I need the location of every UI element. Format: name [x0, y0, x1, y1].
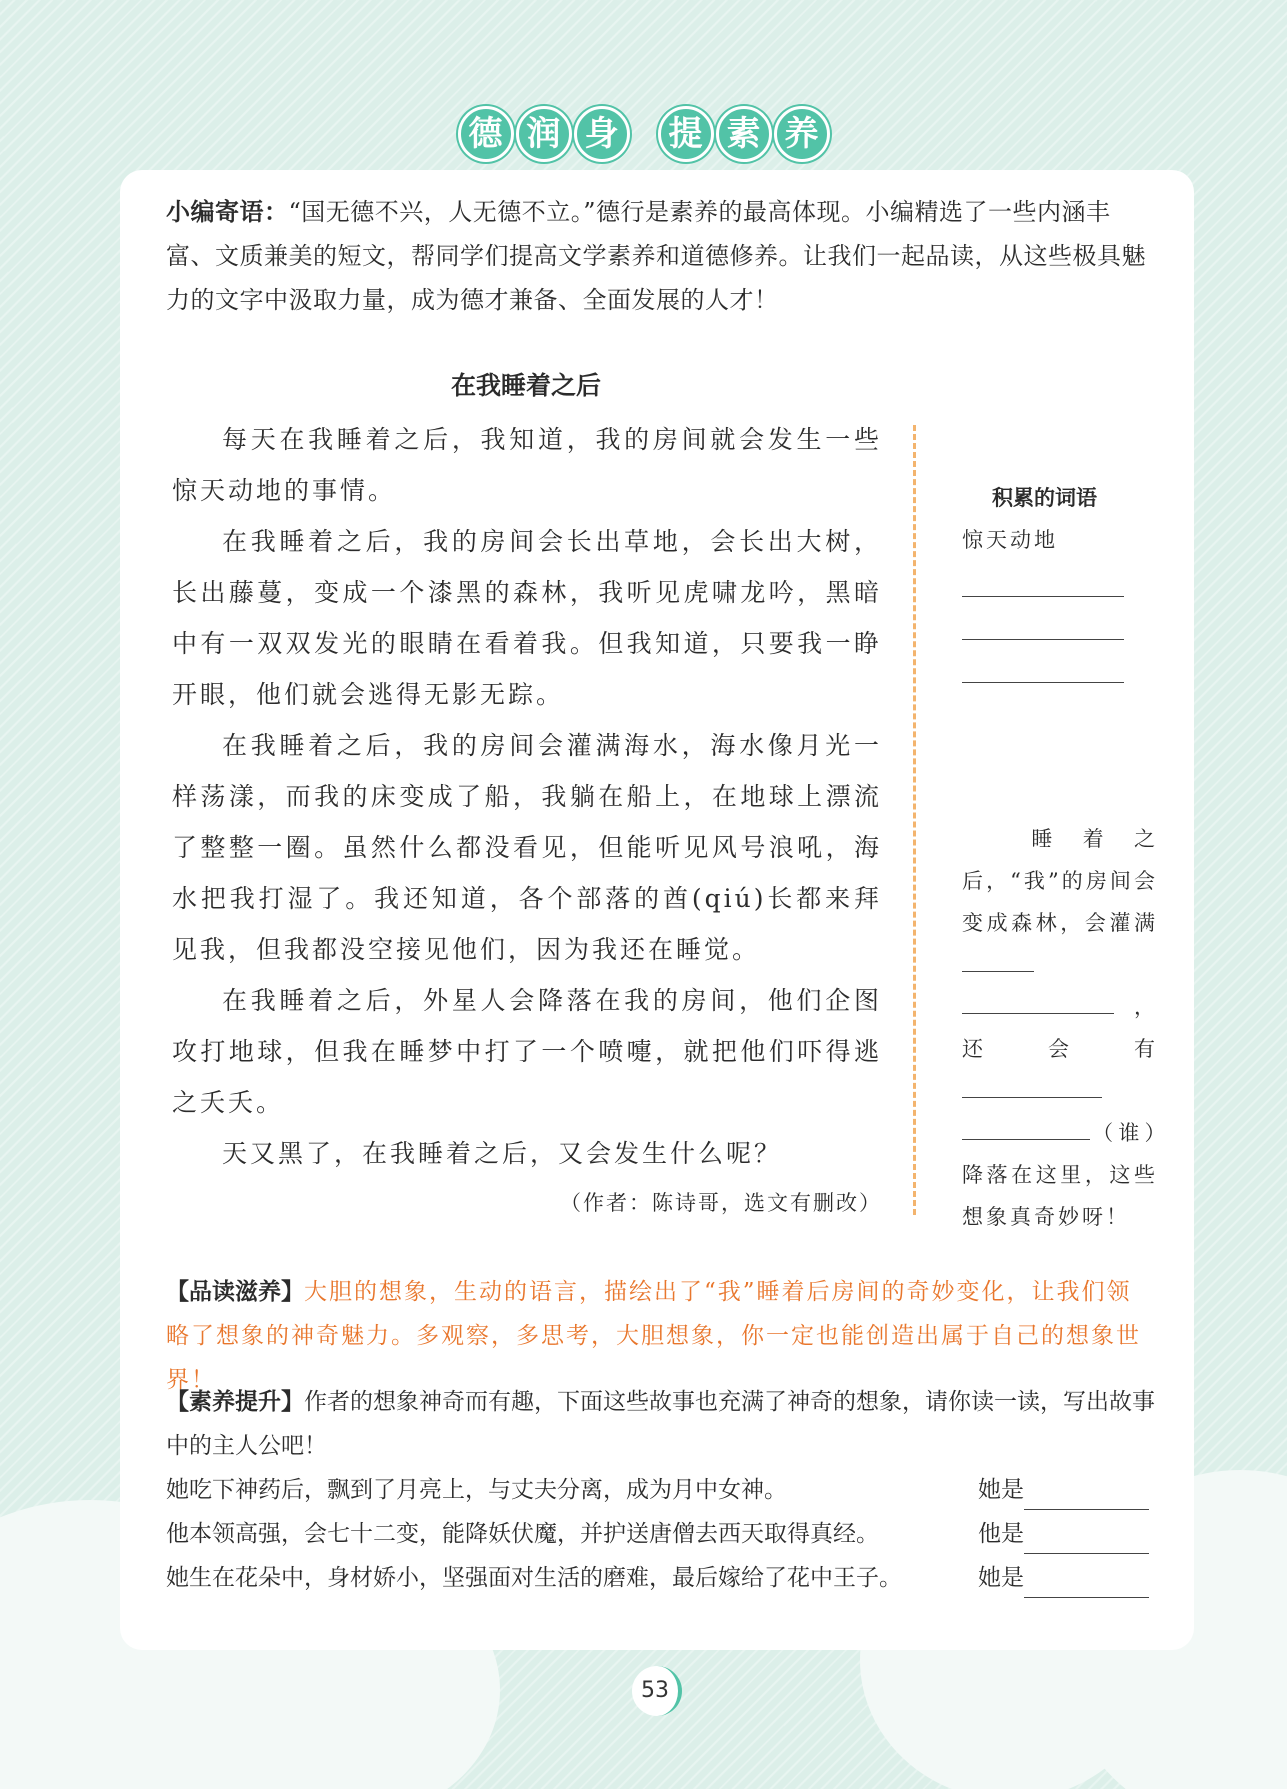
vocab-word: 惊天动地	[962, 528, 1058, 552]
header-group-literacy	[658, 106, 830, 162]
answer-blank[interactable]	[1024, 1484, 1149, 1510]
essay-body	[172, 414, 882, 1179]
vocab-blank[interactable]	[962, 682, 1124, 683]
sidebar-tip	[962, 818, 1158, 1238]
literacy-task-tag: 【素养提升】	[166, 1389, 304, 1415]
sidebar-tip-text: ，还会有	[962, 995, 1158, 1061]
answer-blank[interactable]	[1024, 1572, 1149, 1598]
essay-paragraph: 在我睡着之后，外星人会降落在我的房间，他们企图攻打地球，但我在睡梦中打了一个喷嚏，就把他们吓得逃之夭夭。	[172, 986, 882, 1117]
literacy-task	[166, 1380, 1156, 1468]
reading-appreciation-text: 大胆的想象，生动的语言，描绘出了“我”睡着后房间的奇妙变化，让我们领略了想象的神奇魅力。多观察，多思考，大胆想象，你一定也能创造出属于自己的想象世界！	[166, 1279, 1141, 1393]
dashed-divider	[913, 425, 916, 1215]
header-group-virtue	[458, 106, 630, 162]
answer-blank[interactable]	[1024, 1528, 1149, 1554]
header-char: 提	[658, 106, 714, 162]
answer-slot	[978, 1470, 1149, 1510]
editor-note-label: 小编寄语：	[166, 198, 289, 226]
literacy-task-text: 作者的想象神奇而有趣，下面这些故事也充满了神奇的想象，请你读一读，写出故事中的主人公吧！	[166, 1389, 1155, 1459]
essay-paragraph: 在我睡着之后，我的房间会灌满海水，海水像月光一样荡漾，而我的床变成了船，我躺在船上，在地球上漂流了整整一圈。虽然什么都没看见，但能听见风号浪吼，海水把我打湿了。我还知道，各个部落的酋(qiú)长都来拜见我，但我都没空接见他们，因为我还在睡觉。	[172, 731, 882, 964]
question-text: 她生在花朵中，身材娇小，坚强面对生活的磨难，最后嫁给了花中王子。	[166, 1565, 902, 1591]
vocab-blank[interactable]	[962, 596, 1124, 597]
question-text: 她吃下神药后，飘到了月亮上，与丈夫分离，成为月中女神。	[166, 1477, 787, 1503]
editor-note-text: “国无德不兴，人无德不立。”德行是素养的最高体现。小编精选了一些内涵丰富、文质兼美的短文，帮同学们提高文学素养和道德修养。让我们一起品读，从这些极具魅力的文字中汲取力量，成为德才兼备、全面发展的人才！	[166, 198, 1146, 314]
sidebar-blank[interactable]	[962, 948, 1034, 972]
answer-slot	[978, 1558, 1149, 1598]
answer-label: 她是	[978, 1565, 1024, 1591]
essay-paragraph: 在我睡着之后，我的房间会长出草地，会长出大树，长出藤蔓，变成一个漆黑的森林，我听见虎啸龙吟，黑暗中有一双双发光的眼睛在看着我。但我知道，只要我一睁开眼，他们就会逃得无影无踪。	[172, 527, 882, 709]
essay-title: 在我睡着之后	[450, 371, 601, 400]
header-char: 素	[716, 106, 772, 162]
answer-slot	[978, 1514, 1149, 1554]
answer-label: 他是	[978, 1521, 1024, 1547]
sidebar-blank[interactable]	[962, 1116, 1090, 1140]
header-char: 养	[774, 106, 830, 162]
answer-label: 她是	[978, 1477, 1024, 1503]
editor-note	[166, 190, 1156, 322]
sidebar-tip-text: 睡着之后，“我”的房间会变成森林，会灌满	[962, 827, 1158, 935]
vocab-blank[interactable]	[962, 639, 1124, 640]
reading-appreciation-tag: 【品读滋养】	[166, 1279, 304, 1305]
vocab-title: 积累的词语	[992, 486, 1097, 510]
essay-paragraph: 每天在我睡着之后，我知道，我的房间就会发生一些惊天动地的事情。	[172, 425, 882, 505]
section-header	[0, 104, 1287, 164]
page-number: 53	[632, 1666, 682, 1716]
header-char: 德	[458, 106, 514, 162]
essay-paragraph: 天又黑了，在我睡着之后，又会发生什么呢？	[222, 1139, 783, 1168]
sidebar-tip-text: （谁）降落在这里，这些想象真奇妙呀！	[962, 1121, 1158, 1229]
sidebar-blank[interactable]	[962, 1074, 1102, 1098]
essay-byline: （作者：陈诗哥，选文有删改）	[560, 1191, 882, 1215]
question-text: 他本领高强，会七十二变，能降妖伏魔，并护送唐僧去西天取得真经。	[166, 1521, 879, 1547]
header-char: 润	[516, 106, 572, 162]
header-char: 身	[574, 106, 630, 162]
sidebar-blank[interactable]	[962, 990, 1114, 1014]
